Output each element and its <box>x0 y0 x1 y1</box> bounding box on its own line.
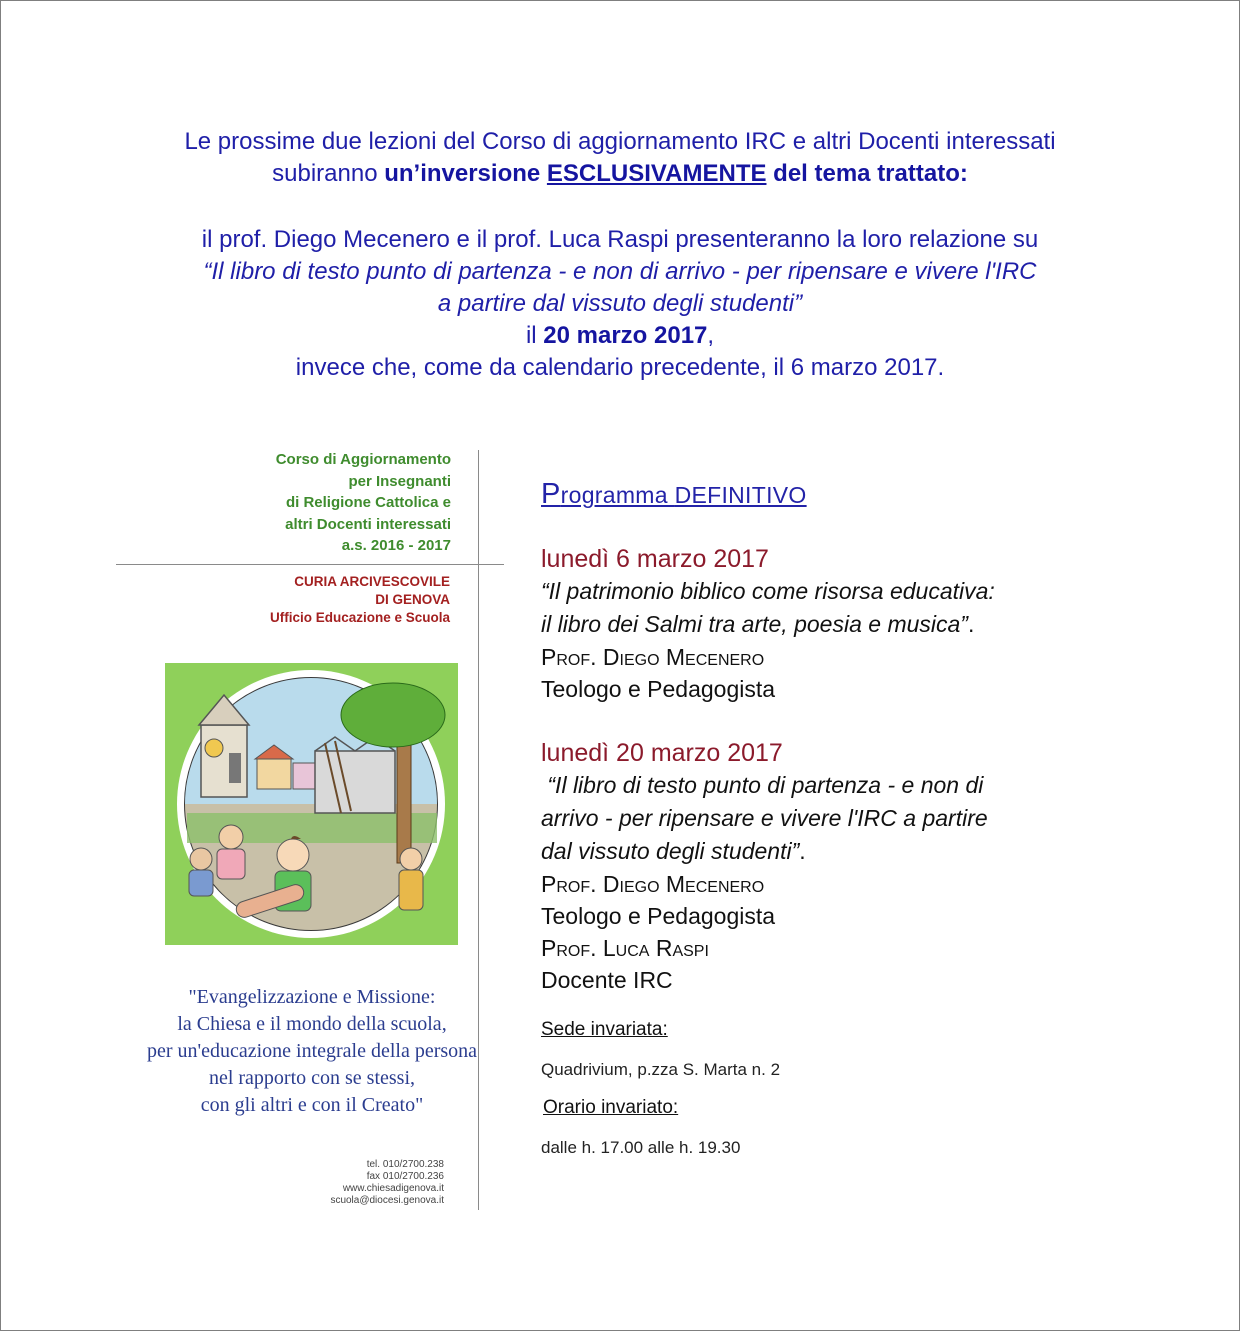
notice-line-6-pre: il <box>525 322 544 349</box>
session-1-talk-line: “Il patrimonio biblico come risorsa educativa: <box>541 578 995 604</box>
notice-line-1: Le prossime due lezioni del Corso di aggiornamento IRC e altri Docenti interessati <box>184 128 1056 155</box>
flyer-horizontal-rule <box>116 564 504 565</box>
notice-line-3: il prof. Diego Mecenero e il prof. Luca Raspi presenteranno la loro relazione su <box>201 226 1039 253</box>
program-title <box>541 474 1141 515</box>
session-1-role: Teologo e Pedagogista <box>541 676 776 702</box>
flyer-website: www.chiesadigenova.it <box>342 1183 444 1194</box>
flyer-illustration <box>165 663 458 945</box>
notice-line-6 <box>60 320 1180 352</box>
venue-value: Quadrivium, p.zza S. Marta n. 2 <box>541 1060 781 1079</box>
notice-inversion: un’inversione <box>384 160 547 187</box>
program-title-word-2: DEFINITIVO <box>674 482 807 508</box>
flyer-course-title <box>150 449 451 557</box>
notice-new-date: 20 marzo 2017 <box>543 322 708 349</box>
notice-details <box>60 224 1180 384</box>
notice-line-2-pre: subiranno <box>272 160 385 187</box>
session-2-talk-end: . <box>799 838 806 864</box>
notice-line-7: invece che, come da calendario precedente, il 6 marzo 2017. <box>295 354 945 381</box>
notice <box>60 126 1180 190</box>
venue-label: Sede invariata: <box>541 1019 668 1040</box>
flyer-fax: fax 010/2700.236 <box>366 1171 444 1182</box>
notice-line-2 <box>60 158 1180 190</box>
flyer-course-line: di Religione Cattolica e <box>285 494 451 511</box>
flyer-motto-line: per un'educazione integrale della persona <box>146 1040 478 1062</box>
session-1-talk-text: il libro dei Salmi tra arte, poesia e musica” <box>541 611 968 637</box>
notice-exclusively: ESCLUSIVAMENTE <box>546 160 767 187</box>
flyer-contacts <box>200 1159 444 1207</box>
session-1 <box>541 543 1141 705</box>
flyer-curia-line: CURIA ARCIVESCOVILE <box>294 574 450 589</box>
notice-line-5: a partire dal vissuto degli studenti” <box>437 290 803 317</box>
session-1-date: lunedì 6 marzo 2017 <box>541 545 769 573</box>
flyer-course-line: Corso di Aggiornamento <box>275 451 451 468</box>
flyer-curia <box>150 573 450 627</box>
session-2-speaker-2: Prof. Luca Raspi <box>541 935 709 961</box>
flyer-motto-line: la Chiesa e il mondo della scuola, <box>177 1013 447 1035</box>
flyer-motto-line: con gli altri e con il Creato" <box>200 1094 424 1116</box>
session-2 <box>541 737 1141 996</box>
session-1-talk-end: . <box>967 611 975 637</box>
notice-line-4: “Il libro di testo punto di partenza - e non di arrivo - per ripensare e vivere l'IRC <box>203 258 1037 285</box>
flyer-course-line: altri Docenti interessati <box>285 515 451 533</box>
flyer-school-year: a.s. 2016 - 2017 <box>341 537 451 554</box>
flyer-curia-line: DI GENOVA <box>375 592 450 607</box>
session-2-talk-line: “Il libro di testo punto di partenza - e non di <box>541 772 984 798</box>
flyer-office: Ufficio Educazione e Scuola <box>269 610 450 625</box>
session-1-speaker: Prof. Diego Mecenero <box>541 644 765 670</box>
session-1-talk-line <box>541 608 1141 641</box>
session-2-talk-line <box>541 835 1141 868</box>
program <box>541 474 1141 1160</box>
program-title-word-1: rogramma <box>560 482 675 508</box>
session-2-talk-line: arrivo - per ripensare e vivere l'IRC a partire <box>541 805 988 831</box>
session-2-role-1: Teologo e Pedagogista <box>541 903 776 929</box>
flyer-course-line: per Insegnanti <box>348 472 451 490</box>
time-label: Orario invariato: <box>543 1097 679 1118</box>
notice-line-6-post: , <box>707 322 715 349</box>
notice-topic: del tema trattato: <box>766 160 968 187</box>
flyer-motto-line: "Evangelizzazione e Missione: <box>188 986 436 1008</box>
time-value: dalle h. 17.00 alle h. 19.30 <box>541 1138 741 1157</box>
flyer-email: scuola@diocesi.genova.it <box>330 1195 444 1206</box>
flyer-phone: tel. 010/2700.238 <box>366 1159 444 1170</box>
session-2-date: lunedì 20 marzo 2017 <box>541 739 783 767</box>
program-title-initial: P <box>541 478 561 510</box>
session-2-talk-text: dal vissuto degli studenti” <box>541 838 800 864</box>
flyer-motto <box>120 984 504 1119</box>
flyer-motto-line: nel rapporto con se stessi, <box>208 1067 416 1089</box>
session-2-speaker-1: Prof. Diego Mecenero <box>541 871 765 897</box>
session-2-role-2: Docente IRC <box>541 967 673 993</box>
